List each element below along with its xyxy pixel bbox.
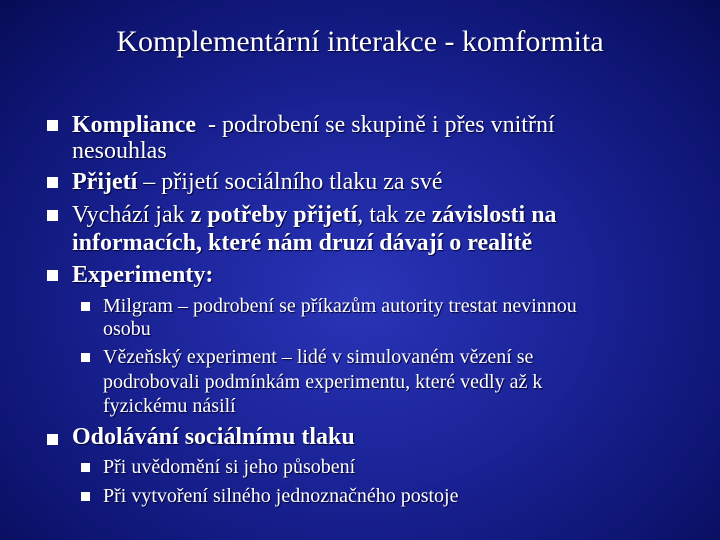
- sub-bullet-square-icon: [81, 463, 90, 472]
- bullet-vychazi: [72, 202, 557, 228]
- sub-bullet-vezensky-line3: fyzickému násilí: [103, 395, 236, 417]
- vychazi-text-2: , tak ze: [357, 202, 432, 228]
- kompliance-definition: - podrobení se skupině i přes vnitřní: [196, 112, 555, 138]
- bullet-kompliance-continuation: nesouhlas: [72, 138, 167, 164]
- bullet-square-icon: [47, 177, 58, 188]
- sub-bullet-milgram: Milgram – podrobení se příkazům autority trestat nevinnou: [103, 295, 577, 317]
- vychazi-bold-1: z potřeby přijetí: [190, 202, 358, 228]
- vychazi-bold-3: informacích, které nám druzí dávají o realitě: [72, 230, 533, 256]
- prijeti-definition: – přijetí sociálního tlaku za své: [137, 169, 443, 195]
- sub-bullet-square-icon: [81, 353, 90, 362]
- kompliance-term: Kompliance: [72, 112, 196, 138]
- bullet-kompliance: [72, 112, 555, 138]
- sub-bullet-square-icon: [81, 492, 90, 501]
- bullet-square-icon: [47, 434, 58, 445]
- bullet-experimenty: [72, 262, 213, 288]
- bullet-odolavani: [72, 424, 355, 450]
- prijeti-term: Přijetí: [72, 169, 138, 195]
- odolavani-label: Odolávání sociálnímu tlaku: [72, 424, 355, 450]
- bullet-square-icon: [47, 210, 58, 221]
- sub-bullet-uvedomeni: Při uvědomění si jeho působení: [103, 456, 356, 478]
- slide-title: Komplementární interakce - komformita: [116, 25, 604, 58]
- sub-bullet-square-icon: [81, 302, 90, 311]
- experimenty-label: Experimenty:: [72, 262, 214, 288]
- bullet-square-icon: [47, 120, 58, 131]
- bullet-vychazi-continuation: [72, 230, 532, 256]
- sub-bullet-vezensky-line2: podrobovali podmínkám experimentu, které vedly až k: [103, 371, 543, 393]
- sub-bullet-vezensky: Vězeňský experiment – lidé v simulovaném vězení se: [103, 346, 534, 368]
- vychazi-bold-2: závislosti na: [431, 202, 557, 228]
- bullet-prijeti: [72, 169, 443, 195]
- bullet-square-icon: [47, 270, 58, 281]
- vychazi-text-1: Vychází jak: [72, 202, 191, 228]
- sub-bullet-postoj: Při vytvoření silného jednoznačného postoje: [103, 485, 459, 507]
- sub-bullet-milgram-continuation: osobu: [103, 318, 151, 340]
